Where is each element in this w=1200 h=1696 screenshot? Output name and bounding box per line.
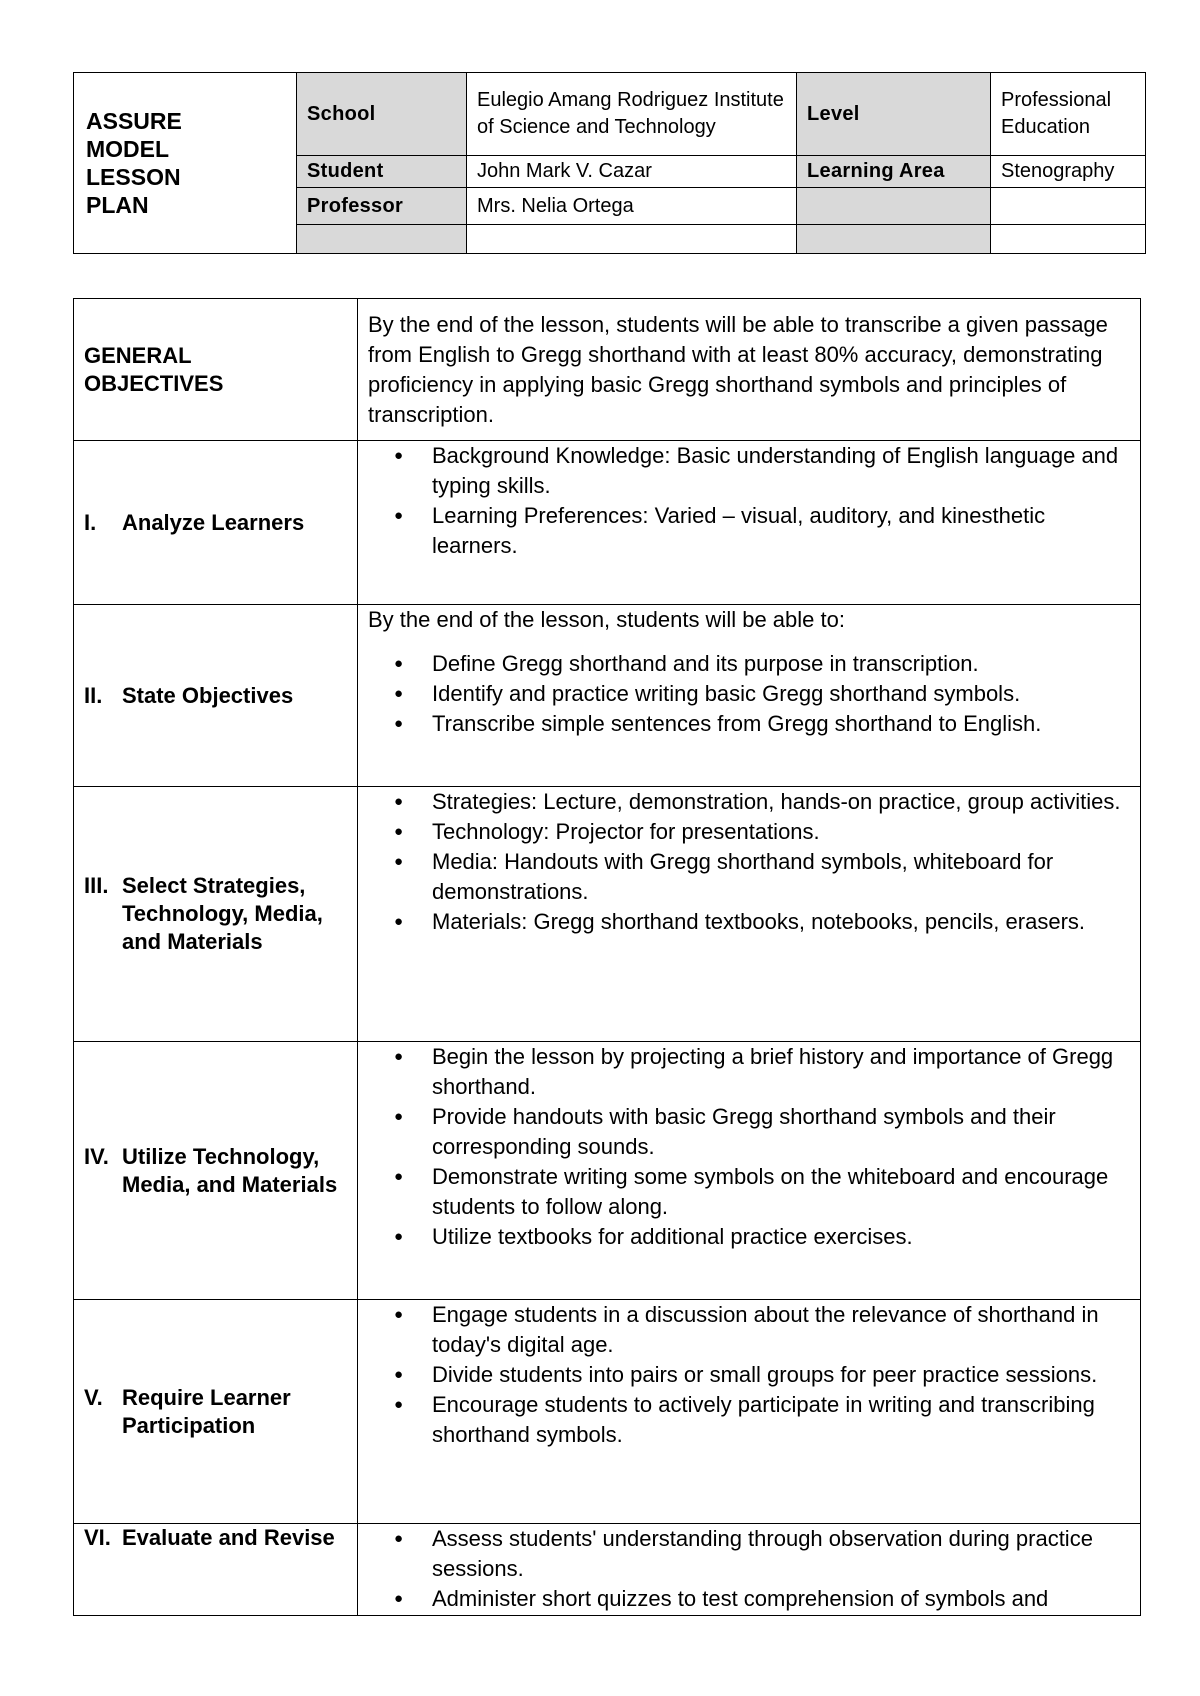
list-item: ● Transcribe simple sentences from Gregg shorthand to English.	[432, 709, 1132, 739]
list-item: ● Divide students into pairs or small groups for peer practice sessions.	[432, 1360, 1132, 1390]
list-item: ● Learning Preferences: Varied – visual, auditory, and kinesthetic learners.	[432, 501, 1132, 561]
document-title	[74, 73, 297, 254]
section-heading	[84, 509, 347, 537]
section-number: V.	[84, 1384, 103, 1410]
list-item: ● Define Gregg shorthand and its purpose in transcription.	[432, 649, 1132, 679]
section-title: State Objectives	[122, 682, 294, 708]
student-value: John Mark V. Cazar	[467, 156, 797, 188]
table-row	[74, 605, 1141, 787]
list-item: ● Administer short quizzes to test comprehension of symbols and	[432, 1584, 1132, 1614]
section-heading	[84, 682, 347, 710]
empty-cell	[797, 225, 991, 254]
student-label: Student	[297, 156, 467, 188]
empty-cell	[991, 225, 1146, 254]
professor-value: Mrs. Nelia Ortega	[467, 188, 797, 225]
header-table	[73, 72, 1146, 254]
table-row	[74, 1524, 1141, 1616]
section-number: I.	[84, 509, 97, 535]
list-item: ● Assess students' understanding through observation during practice sessions.	[432, 1524, 1132, 1584]
list-item: ● Technology: Projector for presentations.	[432, 817, 1132, 847]
level-value: Professional Education	[991, 73, 1146, 156]
empty-cell	[797, 188, 991, 225]
section-heading	[84, 872, 347, 956]
label-line: GENERAL	[84, 342, 192, 368]
empty-cell	[991, 188, 1146, 225]
bullet-list	[368, 787, 1132, 937]
bullet-list	[368, 1300, 1132, 1450]
section-title: Require Learner Participation	[122, 1384, 291, 1438]
list-item: ● Provide handouts with basic Gregg shorthand symbols and their corresponding sounds.	[432, 1102, 1132, 1162]
table-row	[74, 787, 1141, 1042]
learning-area-label: Learning Area	[797, 156, 991, 188]
list-item: ● Utilize textbooks for additional practice exercises.	[432, 1222, 1132, 1252]
list-item: ● Media: Handouts with Gregg shorthand symbols, whiteboard for demonstrations.	[432, 847, 1132, 907]
list-item: ● Materials: Gregg shorthand textbooks, notebooks, pencils, erasers.	[432, 907, 1132, 937]
title-line: PLAN	[86, 192, 149, 218]
general-objectives-text: By the end of the lesson, students will be able to transcribe a given passage from English to Gregg shorthand with at least 80% accuracy, demonstrating proficiency in applying basic Gregg shorthand symbols and principles of transcription.	[358, 299, 1141, 441]
title-line: MODEL	[86, 136, 170, 162]
empty-cell	[297, 225, 467, 254]
title-line: ASSURE	[86, 108, 182, 134]
school-label: School	[297, 73, 467, 156]
list-item: ● Encourage students to actively participate in writing and transcribing shorthand symbols.	[432, 1390, 1132, 1450]
professor-label: Professor	[297, 188, 467, 225]
table-row	[74, 1300, 1141, 1524]
empty-cell	[467, 225, 797, 254]
section-title: Utilize Technology, Media, and Materials	[122, 1143, 338, 1197]
section-title: Analyze Learners	[122, 509, 305, 535]
section-title: Select Strategies, Technology, Media, and Materials	[122, 873, 323, 954]
lesson-plan-table	[73, 298, 1141, 1616]
section-heading	[84, 1143, 347, 1199]
section-number: IV.	[84, 1143, 109, 1169]
bullet-list	[368, 1042, 1132, 1252]
school-value: Eulegio Amang Rodriguez Institute of Science and Technology	[467, 73, 797, 156]
level-label: Level	[797, 73, 991, 156]
list-item: ● Begin the lesson by projecting a brief history and importance of Gregg shorthand.	[432, 1042, 1132, 1102]
table-row	[74, 441, 1141, 605]
general-objectives-label	[74, 299, 358, 441]
title-line: LESSON	[86, 164, 181, 190]
section-heading	[84, 1384, 347, 1440]
table-row	[74, 1042, 1141, 1300]
objectives-lead: By the end of the lesson, students will be able to:	[368, 607, 845, 632]
section-title: Evaluate and Revise	[122, 1525, 335, 1550]
list-item: ● Demonstrate writing some symbols on the whiteboard and encourage students to follow along.	[432, 1162, 1132, 1222]
learning-area-value: Stenography	[991, 156, 1146, 188]
list-item: ● Background Knowledge: Basic understanding of English language and typing skills.	[432, 441, 1132, 501]
section-number: II.	[84, 682, 103, 708]
bullet-list	[368, 441, 1132, 561]
section-number: III.	[84, 873, 109, 898]
list-item: ● Engage students in a discussion about the relevance of shorthand in today's digital age.	[432, 1300, 1132, 1360]
bullet-list	[368, 1524, 1132, 1614]
section-heading	[84, 1524, 347, 1552]
list-item: ● Strategies: Lecture, demonstration, hands-on practice, group activities.	[432, 787, 1132, 817]
list-item: ● Identify and practice writing basic Gregg shorthand symbols.	[432, 679, 1132, 709]
table-row	[74, 299, 1141, 441]
section-number: VI.	[84, 1525, 111, 1550]
label-line: OBJECTIVES	[84, 370, 224, 396]
bullet-list	[368, 649, 1132, 739]
